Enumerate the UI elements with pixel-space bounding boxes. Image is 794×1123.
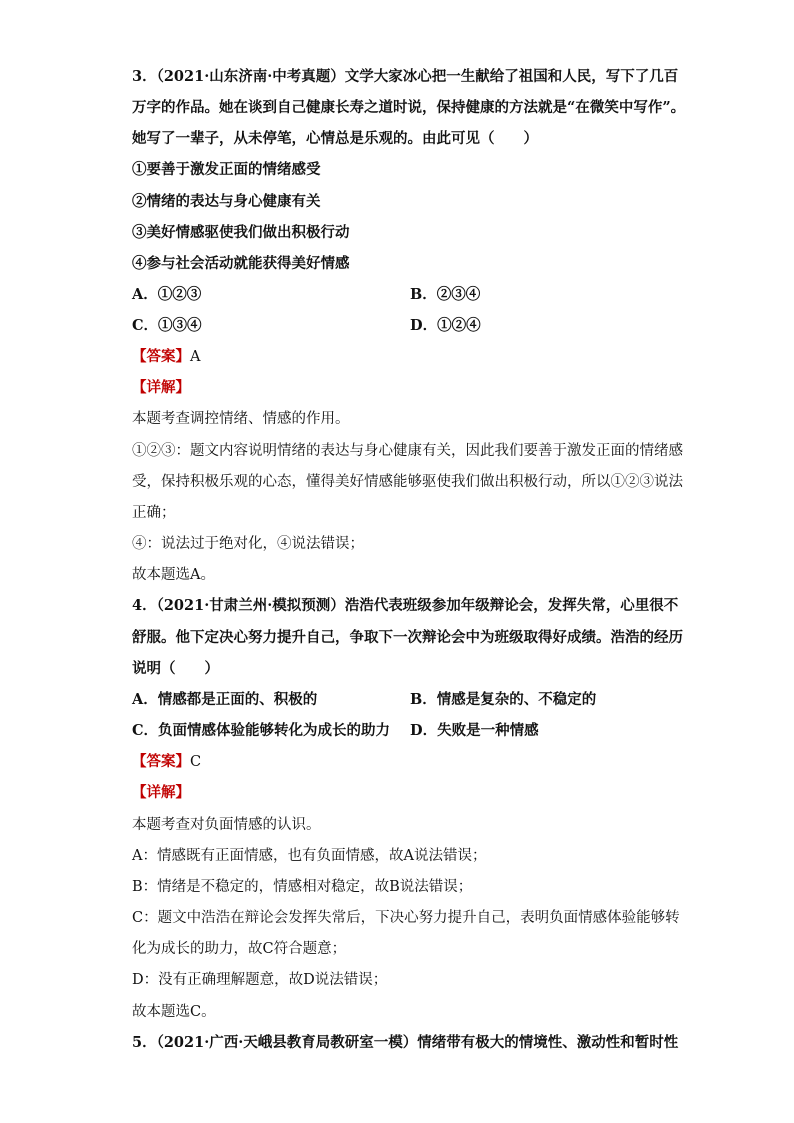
- q4-answer-value: C: [190, 754, 202, 770]
- q3-option-a: A．①②③: [132, 286, 202, 303]
- q3-detail-line-4: 正确；: [132, 505, 176, 521]
- q3-answer-value: A: [190, 349, 201, 365]
- q3-detail-line-3: 受，保持积极乐观的心态，懂得美好情感能够驱使我们做出积极行动，所以①②③说法: [132, 474, 683, 490]
- q3-option-c: C．①③④: [132, 317, 202, 334]
- q4-option-b: B．情感是复杂的、不稳定的: [410, 691, 597, 708]
- q4-detail-line-2: A：情感既有正面情感，也有负面情感，故A说法错误；: [132, 848, 487, 864]
- q4-option-a: A．情感都是正面的、积极的: [132, 691, 318, 708]
- q4-detail-label: 【详解】: [132, 784, 190, 801]
- q3-detail-label: 【详解】: [132, 379, 190, 396]
- q3-detail-line-6: 故本题选A。: [132, 567, 215, 583]
- q3-statement-2: ②情绪的表达与身心健康有关: [132, 193, 321, 210]
- q4-detail-line-1: 本题考查对负面情感的认识。: [132, 817, 321, 833]
- q3-detail-line-2: ①②③：题文内容说明情绪的表达与身心健康有关，因此我们要善于激发正面的情绪感: [132, 443, 683, 459]
- q3-statement-1: ①要善于激发正面的情绪感受: [132, 161, 321, 178]
- q3-stem-line-1: 3．（2021·山东济南·中考真题）文学大家冰心把一生献给了祖国和人民，写下了几百: [132, 68, 679, 85]
- q3-stem-line-2: 万字的作品。她在谈到自己健康长寿之道时说，保持健康的方法就是“在微笑中写作”。: [132, 99, 686, 116]
- q4-detail-line-3: B：情绪是不稳定的，情感相对稳定，故B说法错误；: [132, 879, 473, 895]
- q4-option-d: D．失败是一种情感: [410, 722, 539, 739]
- q4-detail-line-5: 化为成长的助力，故C符合题意；: [132, 941, 347, 957]
- q3-detail-line-5: ④：说法过于绝对化，④说法错误；: [132, 536, 364, 552]
- q5-stem-line-1: 5．（2021·广西·天峨县教育局教研室一模）情绪带有极大的情境性、激动性和暂时性: [132, 1034, 679, 1051]
- q4-answer-row: [132, 752, 201, 772]
- q3-answer-row: [132, 347, 200, 367]
- q4-stem-line-2: 舒服。他下定决心努力提升自己，争取下一次辩论会中为班级取得好成绩。浩浩的经历: [132, 629, 683, 646]
- q3-statement-3: ③美好情感驱使我们做出积极行动: [132, 224, 350, 241]
- q3-answer-label: 【答案】: [132, 348, 190, 365]
- q4-detail-line-4: C：题文中浩浩在辩论会发挥失常后，下决心努力提升自己，表明负面情感体验能够转: [132, 910, 680, 926]
- q4-stem-line-3: 说明（ ）: [132, 660, 219, 677]
- q3-option-b: B．②③④: [410, 286, 481, 303]
- q4-detail-line-7: 故本题选C。: [132, 1004, 216, 1020]
- q3-detail-line-1: 本题考查调控情绪、情感的作用。: [132, 411, 350, 427]
- q3-option-d: D．①②④: [410, 317, 481, 334]
- q4-answer-label: 【答案】: [132, 753, 190, 770]
- q4-stem-line-1: 4．（2021·甘肃兰州·模拟预测）浩浩代表班级参加年级辩论会，发挥失常，心里很不: [132, 597, 679, 614]
- q3-stem-line-3: 她写了一辈子，从未停笔，心情总是乐观的。由此可见（ ）: [132, 130, 538, 147]
- q3-statement-4: ④参与社会活动就能获得美好情感: [132, 255, 350, 272]
- q4-detail-line-6: D：没有正确理解题意，故D说法错误；: [132, 972, 388, 988]
- q4-option-c: C．负面情感体验能够转化为成长的助力: [132, 722, 391, 739]
